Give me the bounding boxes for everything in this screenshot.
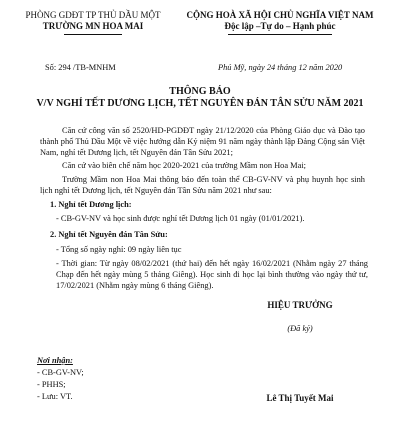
recipient-item: - PHHS; — [37, 380, 66, 389]
agency-name: PHÒNG GDĐT TP THỦ DẦU MỘT — [25, 10, 161, 20]
section-1-item: - CB-GV-NV và học sinh được nghỉ tết Dương lịch 01 ngày (01/01/2021). — [56, 214, 305, 223]
section-heading-1: 1. Nghỉ tết Dương lịch: — [50, 200, 132, 209]
recipients-label: Nơi nhận: — [37, 356, 73, 365]
section-2-item-schedule: - Thời gian: Từ ngày 08/02/2021 (thứ hai) đến hết ngày 16/02/2021 (Nhằm ngày 27 tháng Chạp đến hết ngày mùng 5 tháng Giêng). Học sinh đi học lại bình thường vào ngày thứ tư, 17/02/2021 (Nhằm ngày mùng 6 tháng Giêng). — [56, 259, 368, 290]
header-left-divider — [64, 34, 122, 35]
place-date: Phú Mỹ, ngày 24 tháng 12 năm 2020 — [218, 63, 343, 72]
recipient-item: - Lưu: VT. — [37, 392, 73, 401]
section-heading-2: 2. Nghỉ tết Nguyên đán Tân Sửu: — [50, 230, 168, 239]
paragraph-legal-basis-2: Căn cứ vào biên chế năm học 2020-2021 của trường Mầm non Hoa Mai; — [62, 161, 306, 170]
document-subject: V/V NGHỈ TẾT DƯƠNG LỊCH, TẾT NGUYÊN ĐÁN TÂN SỬU NĂM 2021 — [36, 98, 364, 109]
document-title: THÔNG BÁO — [169, 86, 231, 97]
school-name: TRƯỜNG MN HOA MAI — [42, 21, 144, 31]
recipient-item: - CB-GV-NV; — [37, 368, 84, 377]
signature-status: (Đã ký) — [287, 324, 313, 333]
section-2-item-days: - Tổng số ngày nghỉ: 09 ngày liên tục — [56, 245, 182, 254]
paragraph-legal-basis-1: Căn cứ công văn số 2520/HD-PGDĐT ngày 21/12/2020 của Phòng Giáo dục và Đào tạo thành phố Thủ Dầu Một về việc hướng dẫn Kỷ niệm 91 năm ngày thành lập Đảng Cộng sản Việt Nam, nghỉ tết Dương lịch, tết Nguyên đán Tân Sửu 2021; — [40, 126, 365, 157]
signature-title: HIỆU TRƯỞNG — [267, 300, 333, 310]
national-title: CỘNG HOÀ XÃ HỘI CHỦ NGHĨA VIỆT NAM — [186, 10, 374, 20]
signatory-name: Lê Thị Tuyết Mai — [266, 393, 334, 403]
national-motto: Độc lập –Tự do – Hạnh phúc — [224, 21, 336, 31]
paragraph-announcement: Trường Mầm non Hoa Mai thông báo đến toàn thể CB-GV-NV và phụ huynh học sinh lịch nghỉ tết Dương lịch, tết Nguyên đán Tân Sửu năm 2021 như sau: — [40, 175, 365, 195]
document-number: Số: 294 /TB-MNHM — [45, 63, 116, 72]
header-right-divider — [228, 34, 332, 35]
